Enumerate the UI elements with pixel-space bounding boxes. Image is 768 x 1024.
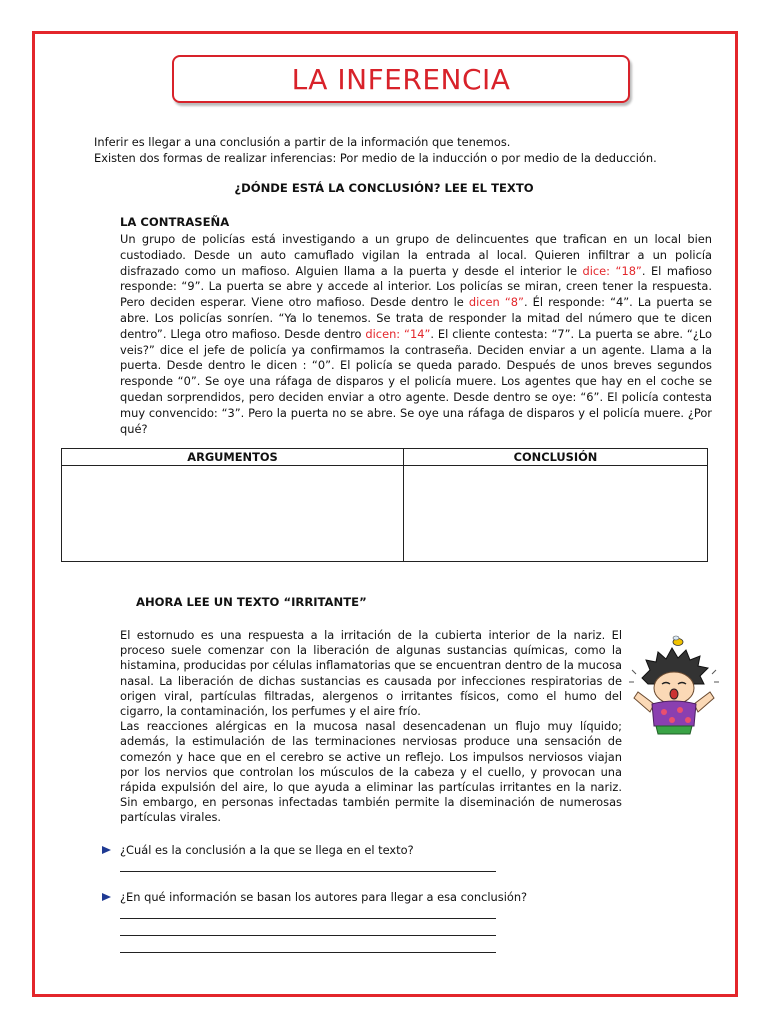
- text2-paragraph-1: El estornudo es una respuesta a la irritación de la cubierta interior de la nariz. El proceso suele comenzar con la liberación de algunas sustancias químicas, como la histamina, producidas por células inflamatorias que se encuentran dentro de la mucosa nasal. La liberación de dichas sustancias es causada por infecciones respiratorias de origen viral, partículas filtradas, alergenos o irritantes físicos, como el humo del cigarro, la contaminación, los perfumes y el aire frío.: [120, 628, 622, 719]
- text2-body: [120, 628, 622, 826]
- sneezing-child-illustration: [628, 634, 720, 738]
- answer-line[interactable]: [120, 918, 496, 919]
- intro-line-2: Existen dos formas de realizar inferencias: Por medio de la inducción o por medio de la deducción.: [94, 150, 657, 165]
- text2-heading: AHORA LEE UN TEXTO “IRRITANTE”: [136, 595, 367, 609]
- answer-line[interactable]: [120, 935, 496, 936]
- story-part-3: . Él responde: “4”. La puerta se abre. Los policías sonríen. “Ya lo tenemos. Se trata de responder la mitad del número que te dicen dentro”. Llega otro mafioso. Desde dentro: [120, 295, 712, 341]
- question-text-1: ¿Cuál es la conclusión a la que se llega en el texto?: [120, 843, 414, 857]
- story-text: [120, 232, 712, 437]
- arguments-conclusion-table: [61, 448, 708, 562]
- text2-paragraph-2: Las reacciones alérgicas en la mucosa nasal desencadenan un flujo muy líquido; además, la estimulación de las terminaciones nerviosas produce una sensación de comezón y hace que en el cerebro se active un reflejo. Los impulsos nerviosos viajan por los nervios que controlan los músculos de la cabeza y el cuello, y provocan una rápida expulsión del aire, lo que ayuda a eliminar las partículas irritantes en la nariz. Sin embargo, en personas infectadas también permite la diseminación de numerosas partículas virales.: [120, 719, 622, 825]
- conclusion-header: CONCLUSIÓN: [404, 449, 708, 466]
- question-item-2: [100, 890, 527, 904]
- conclusion-cell[interactable]: [404, 466, 708, 562]
- question-text-2: ¿En qué información se basan los autores para llegar a esa conclusión?: [120, 890, 528, 904]
- story-highlight-3: dicen: “14”: [365, 326, 431, 341]
- intro-line-1: Inferir es llegar a una conclusión a partir de la información que tenemos.: [94, 135, 511, 149]
- arguments-cell[interactable]: [62, 466, 404, 562]
- story-part-4: . El cliente contesta: “7”. La puerta se abre. “¿Lo veis?” dice el jefe de policía ya confirmamos la contraseña. Deciden enviar a un agente. Llama a la puerta. Desde dentro le dicen : “0”. El policía se queda parado. Después de unos breves segundos responde “0”. Se oye una ráfaga de disparos y el policía muere. Los agentes que hay en el coche se quedan sorprendidos, pero deciden enviar a otro agente. Desde dentro se oye: “6”. El policía contesta muy convencido: “3”. Pero la puerta no se abre. Se oye una ráfaga de disparos y el policía muere. ¿Por qué?: [120, 326, 712, 436]
- story-part-2: . El mafioso responde: “9”. La puerta se abre y accede al interior. Los policías se miran, creen tener la respuesta. Pero deciden esperar. Viene otro mafioso. Desde dentro le: [120, 263, 712, 310]
- question-heading: ¿DÓNDE ESTÁ LA CONCLUSIÓN? LEE EL TEXTO: [234, 181, 534, 195]
- story-highlight-1: dice: “18”: [582, 263, 642, 278]
- intro-paragraph: [94, 135, 694, 166]
- story-title: LA CONTRASEÑA: [120, 215, 230, 229]
- triangle-arrow-icon: [100, 891, 112, 903]
- question-item-1: [100, 843, 414, 857]
- story-highlight-2: dicen “8”: [468, 295, 524, 310]
- page-title: LA INFERENCIA: [291, 62, 511, 96]
- title-banner: [172, 55, 630, 103]
- story-part-1: Un grupo de policías está investigando a un grupo de delincuentes que trafican en un local bien custodiado. Desde un auto camuflado vigilan la entrada al local. Quieren infiltrar a un policía disfrazado como un mafioso. Alguien llama a la puerta y desde el interior le: [120, 232, 712, 278]
- answer-line[interactable]: [120, 871, 496, 872]
- arguments-header: ARGUMENTOS: [62, 449, 404, 466]
- triangle-arrow-icon: [100, 844, 112, 856]
- answer-line[interactable]: [120, 952, 496, 953]
